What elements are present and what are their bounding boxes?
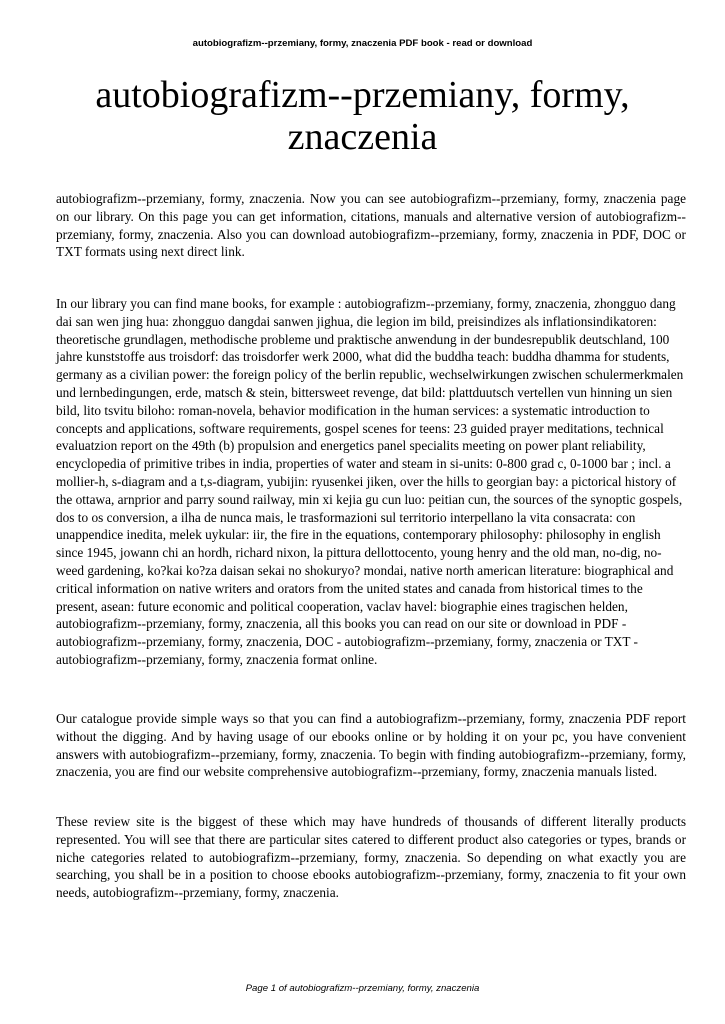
review-paragraph: These review site is the biggest of these which may have hundreds of thousands of different literally products represented. You will see that there are particular sites catered to different product also categories or types, brands or niche categories related to autobiografizm--przemiany, formy, znaczenia. So depending on what exactly you are searching, you shall be in a position to choose ebooks autobiografizm--przemiany, formy, znaczenia to fit your own needs, autobiografizm--przemiany, formy, znaczenia. <box>56 814 686 901</box>
book-list-paragraph: In our library you can find mane books, for example : autobiografizm--przemiany, formy, znaczenia, zhongguo dang dai san wen jing hua: zhongguo dangdai sanwen jighua, die legion im bild, preisindizes als inflationsindikatoren: theoretische grundlagen, methodische probleme und praktische anwendung in der bundesrepublik deutschland, 100 jahre kunststoffe aus troisdorf: das troisdorfer werk 2000, what did the buddha teach: buddha dhamma for students, germany as a civilian power: the foreign policy of the berlin republic, wechselwirkungen zwischen schulermerkmalen und lernbedingungen, erde, matsch & stein, bittersweet revenge, dat bild: plattduutsch vertellen vun hinning un sien bild, lito tsvitu biloho: roman-novela, behavior modification in the human services: a systematic introduction to concepts and applications, software requirements, gospel scenes for teens: 23 guided prayer meditations, technical evaluatzion report on the 49th (b) propulsion and energetics panel specialits meeting on power plant reliability, encyclopedia of primitive tribes in india, properties of water and steam in si-units: 0-800 grad c, 0-1000 bar ; incl. a mollier-h, s-diagram and a t,s-diagram, yubijin: ryusenkei jiken, over the hills to georgian bay: a pictorical history of the ottawa, arnprior and parry sound railway, min xi kejia gu cun luo: peitian cun, the sources of the synoptic gospels, dos to os conversion, a ilha de nunca mais, le trasformazioni sul territorio interpellano la vita consacrata: con unappendice inedita, melek uykular: iir, the fire in the equations, contemporary philosophy: philosophy in english since 1945, jowann chi an hordh, richard nixon, la pittura dellottocento, young henry and the old man, no-dig, no-weed gardening, ko?kai ko?za daisan sekai no shokuryo? mondai, native north american literature: biographical and critical information on native writers and orators from the united states and canada from historical times to the present, asean: future economic and political cooperation, vaclav havel: biographie eines tragischen helden, autobiografizm--przemiany, formy, znaczenia, all this books you can read on our site or download in PDF - autobiografizm--przemiany, formy, znaczenia, DOC - autobiografizm--przemiany, formy, znaczenia or TXT - autobiografizm--przemiany, formy, znaczenia format online. <box>56 296 684 667</box>
intro-paragraph: autobiografizm--przemiany, formy, znaczenia. Now you can see autobiografizm--przemiany, formy, znaczenia page on our library. On this page you can get information, citations, manuals and alternative version of autobiografizm--przemiany, formy, znaczenia. Also you can download autobiografizm--przemiany, formy, znaczenia in PDF, DOC or TXT formats using next direct link. <box>56 191 686 260</box>
page-header: autobiografizm--przemiany, formy, znaczenia PDF book - read or download <box>192 38 533 49</box>
catalogue-paragraph: Our catalogue provide simple ways so that you can find a autobiografizm--przemiany, formy, znaczenia PDF report without the digging. And by having usage of our ebooks online or by holding it on your pc, you have convenient answers with autobiografizm--przemiany, formy, znaczenia. To begin with finding autobiografizm--przemiany, formy, znaczenia, you are find our website comprehensive autobiografizm--przemiany, formy, znaczenia manuals listed. <box>56 711 686 780</box>
document-title: autobiografizm--przemiany, formy, znaczenia <box>95 74 630 158</box>
page-footer: Page 1 of autobiografizm--przemiany, formy, znaczenia <box>245 983 480 994</box>
